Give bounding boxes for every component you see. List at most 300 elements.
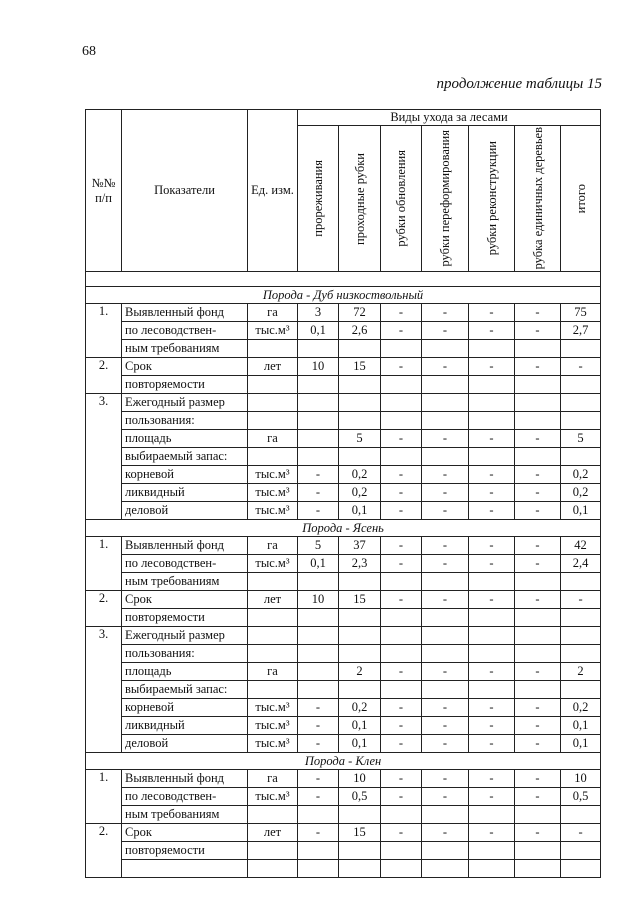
value-cell [469, 645, 515, 663]
value-cell: - [515, 466, 561, 484]
value-cell: - [422, 484, 469, 502]
header-type [561, 126, 601, 272]
value-cell: - [469, 788, 515, 806]
table-row [86, 376, 601, 394]
row-unit [248, 376, 298, 394]
row-unit: га [248, 430, 298, 448]
row-unit [248, 806, 298, 824]
value-cell: - [381, 699, 422, 717]
value-cell: - [469, 466, 515, 484]
value-cell [298, 627, 339, 645]
value-cell: 0,5 [339, 788, 381, 806]
value-cell: - [515, 358, 561, 376]
value-cell [422, 860, 469, 878]
value-cell [561, 448, 601, 466]
value-cell [515, 412, 561, 430]
value-cell [298, 663, 339, 681]
row-unit: тыс.м³ [248, 484, 298, 502]
row-label: деловой [122, 735, 248, 753]
value-cell: - [298, 717, 339, 735]
value-cell [515, 573, 561, 591]
row-unit [248, 394, 298, 412]
value-cell: - [381, 502, 422, 520]
value-cell [561, 645, 601, 663]
value-cell [339, 681, 381, 699]
row-number: 1. [86, 537, 122, 591]
value-cell: - [515, 430, 561, 448]
value-cell: 10 [561, 770, 601, 788]
row-label: пользования: [122, 645, 248, 663]
value-cell [515, 645, 561, 663]
value-cell: - [469, 322, 515, 340]
value-cell [561, 340, 601, 358]
species-row [86, 753, 601, 770]
row-unit [248, 340, 298, 358]
value-cell: 2,4 [561, 555, 601, 573]
table-row [86, 806, 601, 824]
row-unit: га [248, 304, 298, 322]
value-cell [298, 681, 339, 699]
value-cell: 0,2 [561, 484, 601, 502]
row-number: 2. [86, 591, 122, 627]
value-cell: - [298, 699, 339, 717]
value-cell [469, 573, 515, 591]
value-cell: - [381, 788, 422, 806]
table-row [86, 466, 601, 484]
value-cell [298, 842, 339, 860]
value-cell: - [469, 735, 515, 753]
value-cell [339, 627, 381, 645]
value-cell: - [469, 770, 515, 788]
table-row [86, 824, 601, 842]
value-cell [381, 394, 422, 412]
value-cell: 15 [339, 358, 381, 376]
value-cell: - [298, 735, 339, 753]
value-cell: - [422, 322, 469, 340]
value-cell [515, 842, 561, 860]
value-cell: - [422, 591, 469, 609]
spacer-row [86, 272, 601, 287]
value-cell [422, 376, 469, 394]
value-cell: - [515, 484, 561, 502]
value-cell: 0,1 [339, 717, 381, 735]
value-cell: - [515, 699, 561, 717]
value-cell: - [298, 770, 339, 788]
table-row [86, 645, 601, 663]
value-cell: - [381, 555, 422, 573]
value-cell: 2,3 [339, 555, 381, 573]
value-cell: - [515, 824, 561, 842]
value-cell: 72 [339, 304, 381, 322]
row-label: по лесоводствен- [122, 788, 248, 806]
row-number: 2. [86, 358, 122, 394]
value-cell [469, 412, 515, 430]
value-cell [422, 842, 469, 860]
value-cell [381, 573, 422, 591]
row-label: пользования: [122, 412, 248, 430]
value-cell: - [422, 358, 469, 376]
value-cell [515, 448, 561, 466]
table-row [86, 304, 601, 322]
row-label: выбираемый запас: [122, 681, 248, 699]
value-cell [298, 430, 339, 448]
value-cell [561, 394, 601, 412]
value-cell [298, 609, 339, 627]
value-cell [381, 376, 422, 394]
row-number: 3. [86, 627, 122, 753]
row-label: Ежегодный размер [122, 394, 248, 412]
value-cell [381, 340, 422, 358]
table-row [86, 573, 601, 591]
value-cell [515, 860, 561, 878]
header-unit: Ед. изм. [248, 110, 298, 272]
value-cell [381, 448, 422, 466]
value-cell: - [515, 663, 561, 681]
value-cell: 0,2 [561, 466, 601, 484]
header-type [515, 126, 561, 272]
value-cell: 0,2 [561, 699, 601, 717]
value-cell: 0,5 [561, 788, 601, 806]
value-cell: - [381, 358, 422, 376]
row-unit: тыс.м³ [248, 717, 298, 735]
value-cell: - [381, 770, 422, 788]
value-cell [469, 842, 515, 860]
value-cell [381, 645, 422, 663]
row-unit: лет [248, 824, 298, 842]
value-cell [339, 860, 381, 878]
table-row [86, 770, 601, 788]
species-title: Порода - Клен [86, 753, 601, 770]
row-label: Ежегодный размер [122, 627, 248, 645]
table-row [86, 412, 601, 430]
value-cell [515, 340, 561, 358]
value-cell [422, 681, 469, 699]
table-row [86, 484, 601, 502]
value-cell [561, 573, 601, 591]
table-row [86, 609, 601, 627]
value-cell: - [422, 717, 469, 735]
value-cell: 3 [298, 304, 339, 322]
row-number: 1. [86, 770, 122, 824]
value-cell [298, 394, 339, 412]
header-type-label: рубки реконструкции [484, 141, 499, 256]
value-cell: - [422, 555, 469, 573]
value-cell [515, 681, 561, 699]
value-cell [422, 448, 469, 466]
row-number: 2. [86, 824, 122, 878]
header-type-label: рубки обновления [394, 150, 408, 247]
value-cell [339, 394, 381, 412]
row-label: Срок [122, 591, 248, 609]
value-cell [515, 806, 561, 824]
value-cell: 0,1 [339, 502, 381, 520]
value-cell: - [515, 555, 561, 573]
header-num: №№ п/п [86, 110, 122, 272]
table-row [86, 627, 601, 645]
value-cell [422, 340, 469, 358]
value-cell [339, 573, 381, 591]
table-row [86, 340, 601, 358]
row-label: повторяемости [122, 609, 248, 627]
row-unit: тыс.м³ [248, 699, 298, 717]
page-number: 68 [82, 44, 96, 59]
value-cell: 2 [561, 663, 601, 681]
value-cell: - [381, 591, 422, 609]
row-label: по лесоводствен- [122, 555, 248, 573]
value-cell: 10 [339, 770, 381, 788]
value-cell: - [298, 788, 339, 806]
value-cell: 0,2 [339, 484, 381, 502]
row-unit [248, 412, 298, 430]
value-cell: - [298, 466, 339, 484]
value-cell [298, 376, 339, 394]
header-type [469, 126, 515, 272]
value-cell [515, 376, 561, 394]
row-label: Срок [122, 824, 248, 842]
table-row [86, 555, 601, 573]
header-type [381, 126, 422, 272]
row-label: ликвидный [122, 717, 248, 735]
value-cell [298, 645, 339, 663]
value-cell: - [469, 304, 515, 322]
value-cell: - [422, 770, 469, 788]
value-cell: 0,1 [298, 555, 339, 573]
value-cell [422, 645, 469, 663]
value-cell [381, 609, 422, 627]
value-cell: - [515, 502, 561, 520]
value-cell [339, 448, 381, 466]
table-row [86, 663, 601, 681]
value-cell: - [422, 788, 469, 806]
value-cell: - [515, 591, 561, 609]
table-row [86, 502, 601, 520]
value-cell: - [422, 663, 469, 681]
value-cell: - [422, 430, 469, 448]
value-cell [339, 609, 381, 627]
value-cell: - [381, 824, 422, 842]
value-cell: - [469, 717, 515, 735]
value-cell: - [381, 466, 422, 484]
table-row [86, 842, 601, 860]
row-label: Выявленный фонд [122, 537, 248, 555]
row-number: 1. [86, 304, 122, 358]
value-cell: - [381, 484, 422, 502]
value-cell [469, 627, 515, 645]
row-unit: тыс.м³ [248, 466, 298, 484]
value-cell: 5 [561, 430, 601, 448]
row-unit [248, 609, 298, 627]
row-unit: га [248, 663, 298, 681]
value-cell [561, 860, 601, 878]
row-unit: лет [248, 358, 298, 376]
value-cell: 75 [561, 304, 601, 322]
value-cell: 0,1 [561, 735, 601, 753]
value-cell [339, 376, 381, 394]
value-cell: - [561, 358, 601, 376]
value-cell: - [469, 537, 515, 555]
value-cell: - [422, 699, 469, 717]
value-cell: 15 [339, 824, 381, 842]
header-type-label: рубки переформирования [438, 130, 452, 267]
row-label: по лесоводствен- [122, 322, 248, 340]
value-cell: - [561, 591, 601, 609]
table-row [86, 699, 601, 717]
header-type-label: прореживания [311, 160, 325, 237]
header-type-label: рубка единичных деревьев [530, 127, 545, 270]
value-cell [298, 340, 339, 358]
header-type-label: итого [573, 183, 588, 214]
value-cell: - [381, 717, 422, 735]
row-unit: га [248, 770, 298, 788]
value-cell: - [469, 358, 515, 376]
value-cell [339, 842, 381, 860]
value-cell [339, 806, 381, 824]
header-type [422, 126, 469, 272]
value-cell [561, 609, 601, 627]
row-label: Срок [122, 358, 248, 376]
row-label: выбираемый запас: [122, 448, 248, 466]
value-cell: 2 [339, 663, 381, 681]
value-cell: - [469, 663, 515, 681]
value-cell [469, 609, 515, 627]
value-cell [469, 376, 515, 394]
value-cell: - [515, 322, 561, 340]
value-cell: - [469, 555, 515, 573]
value-cell [515, 627, 561, 645]
value-cell [422, 609, 469, 627]
row-label: ликвидный [122, 484, 248, 502]
row-unit: тыс.м³ [248, 788, 298, 806]
table-row [86, 788, 601, 806]
value-cell: - [515, 537, 561, 555]
row-label: ным требованиям [122, 573, 248, 591]
value-cell: 5 [298, 537, 339, 555]
table-row [86, 735, 601, 753]
value-cell: - [298, 484, 339, 502]
table-row [86, 322, 601, 340]
row-unit: тыс.м³ [248, 502, 298, 520]
value-cell: 0,1 [561, 502, 601, 520]
value-cell: - [422, 824, 469, 842]
value-cell: - [515, 717, 561, 735]
row-unit [248, 645, 298, 663]
table-row [86, 681, 601, 699]
value-cell: - [422, 735, 469, 753]
value-cell: 0,1 [298, 322, 339, 340]
value-cell: 0,1 [561, 717, 601, 735]
value-cell: 5 [339, 430, 381, 448]
value-cell: 37 [339, 537, 381, 555]
row-unit: тыс.м³ [248, 322, 298, 340]
row-label: корневой [122, 466, 248, 484]
value-cell [339, 340, 381, 358]
value-cell [422, 394, 469, 412]
header-type [298, 126, 339, 272]
value-cell [298, 412, 339, 430]
value-cell [515, 609, 561, 627]
value-cell [422, 573, 469, 591]
value-cell [381, 842, 422, 860]
value-cell [381, 681, 422, 699]
value-cell: - [469, 699, 515, 717]
value-cell [381, 860, 422, 878]
value-cell [298, 448, 339, 466]
value-cell: 10 [298, 591, 339, 609]
spacer-cell [86, 272, 601, 287]
row-label: корневой [122, 699, 248, 717]
value-cell [469, 394, 515, 412]
value-cell [298, 573, 339, 591]
species-title: Порода - Дуб низкоствольный [86, 287, 601, 304]
value-cell: - [381, 735, 422, 753]
row-unit [248, 573, 298, 591]
value-cell [561, 806, 601, 824]
value-cell: - [381, 663, 422, 681]
value-cell [561, 842, 601, 860]
value-cell: - [515, 788, 561, 806]
row-unit: тыс.м³ [248, 555, 298, 573]
value-cell [469, 806, 515, 824]
value-cell [381, 627, 422, 645]
value-cell: 0,2 [339, 466, 381, 484]
value-cell: - [422, 537, 469, 555]
value-cell: 10 [298, 358, 339, 376]
value-cell [561, 412, 601, 430]
value-cell [298, 860, 339, 878]
row-label: Выявленный фонд [122, 770, 248, 788]
value-cell: 0,2 [339, 699, 381, 717]
value-cell: 42 [561, 537, 601, 555]
value-cell: - [469, 430, 515, 448]
table-row [86, 430, 601, 448]
value-cell: - [469, 824, 515, 842]
value-cell: - [422, 466, 469, 484]
row-unit: тыс.м³ [248, 735, 298, 753]
value-cell: - [469, 502, 515, 520]
value-cell: - [298, 824, 339, 842]
table-row [86, 358, 601, 376]
species-row [86, 520, 601, 537]
value-cell [381, 806, 422, 824]
value-cell: - [381, 322, 422, 340]
value-cell [561, 681, 601, 699]
row-unit: лет [248, 591, 298, 609]
value-cell: - [422, 304, 469, 322]
value-cell: 2,7 [561, 322, 601, 340]
species-title: Порода - Ясень [86, 520, 601, 537]
value-cell: - [515, 304, 561, 322]
value-cell [561, 627, 601, 645]
value-cell [469, 448, 515, 466]
value-cell: 15 [339, 591, 381, 609]
row-label [122, 860, 248, 878]
value-cell: - [469, 591, 515, 609]
value-cell [469, 340, 515, 358]
table-caption: продолжение таблицы 15 [436, 76, 602, 92]
table-row [86, 860, 601, 878]
row-unit [248, 681, 298, 699]
header-indicator: Показатели [122, 110, 248, 272]
value-cell: - [561, 824, 601, 842]
value-cell [422, 806, 469, 824]
species-row [86, 287, 601, 304]
row-unit [248, 448, 298, 466]
value-cell [422, 627, 469, 645]
header-group: Виды ухода за лесами [298, 110, 601, 126]
row-unit [248, 860, 298, 878]
table-row [86, 717, 601, 735]
value-cell [381, 412, 422, 430]
